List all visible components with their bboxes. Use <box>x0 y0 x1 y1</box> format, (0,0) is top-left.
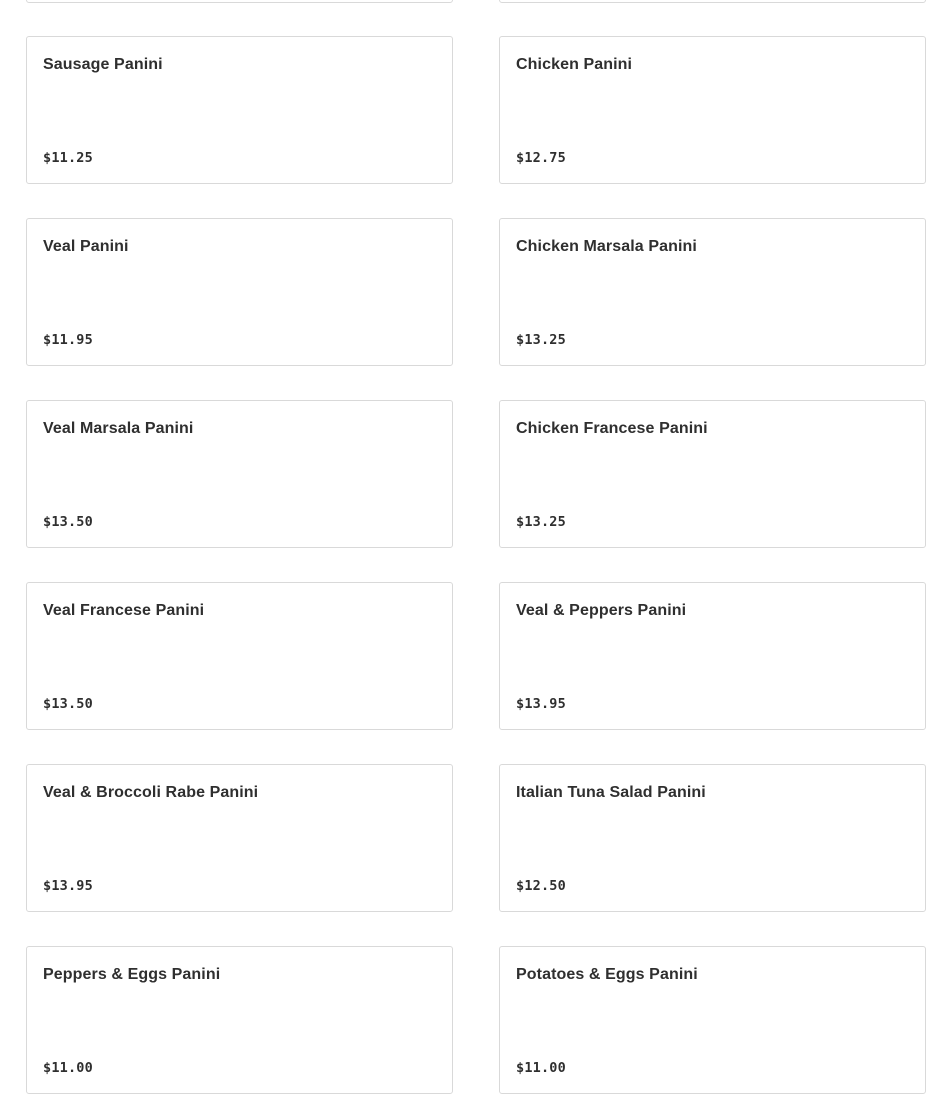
menu-item-price: $13.50 <box>43 696 93 712</box>
menu-item-name: Italian Tuna Salad Panini <box>516 784 706 801</box>
menu-item-card[interactable] <box>499 400 926 548</box>
menu-item-card[interactable] <box>26 946 453 1094</box>
menu-item-name: Veal Marsala Panini <box>43 420 194 437</box>
menu-item-price: $11.00 <box>43 1060 93 1076</box>
menu-item-price: $12.75 <box>516 150 566 166</box>
menu-item-card[interactable] <box>499 764 926 912</box>
menu-item-price: $13.25 <box>516 332 566 348</box>
menu-item-card[interactable] <box>26 582 453 730</box>
menu-item-card[interactable] <box>26 0 453 3</box>
menu-item-card[interactable] <box>499 218 926 366</box>
menu-item-price: $13.95 <box>43 878 93 894</box>
menu-item-name: Veal Francese Panini <box>43 602 205 619</box>
menu-item-price: $12.50 <box>516 878 566 894</box>
menu-item-name: Veal & Broccoli Rabe Panini <box>43 784 259 801</box>
menu-item-name: Sausage Panini <box>43 56 163 73</box>
menu-item-card[interactable] <box>26 218 453 366</box>
menu-item-price: $13.95 <box>516 696 566 712</box>
menu-item-price: $11.25 <box>43 150 93 166</box>
menu-item-card[interactable] <box>499 946 926 1094</box>
menu-item-card[interactable] <box>26 36 453 184</box>
menu-item-card[interactable] <box>499 582 926 730</box>
menu-item-name: Chicken Marsala Panini <box>516 238 697 255</box>
menu-item-price: $13.50 <box>43 514 93 530</box>
menu-item-name: Peppers & Eggs Panini <box>43 966 221 983</box>
menu-item-card[interactable] <box>499 36 926 184</box>
menu-item-card[interactable] <box>499 0 926 3</box>
menu-item-price: $11.00 <box>516 1060 566 1076</box>
menu-item-name: Chicken Panini <box>516 56 633 73</box>
menu-item-card[interactable] <box>26 400 453 548</box>
menu-item-price: $11.95 <box>43 332 93 348</box>
menu-item-name: Veal & Peppers Panini <box>516 602 687 619</box>
menu-item-price: $13.25 <box>516 514 566 530</box>
menu-item-name: Potatoes & Eggs Panini <box>516 966 698 983</box>
menu-item-name: Veal Panini <box>43 238 129 255</box>
menu-item-card[interactable] <box>26 764 453 912</box>
menu-item-name: Chicken Francese Panini <box>516 420 708 437</box>
